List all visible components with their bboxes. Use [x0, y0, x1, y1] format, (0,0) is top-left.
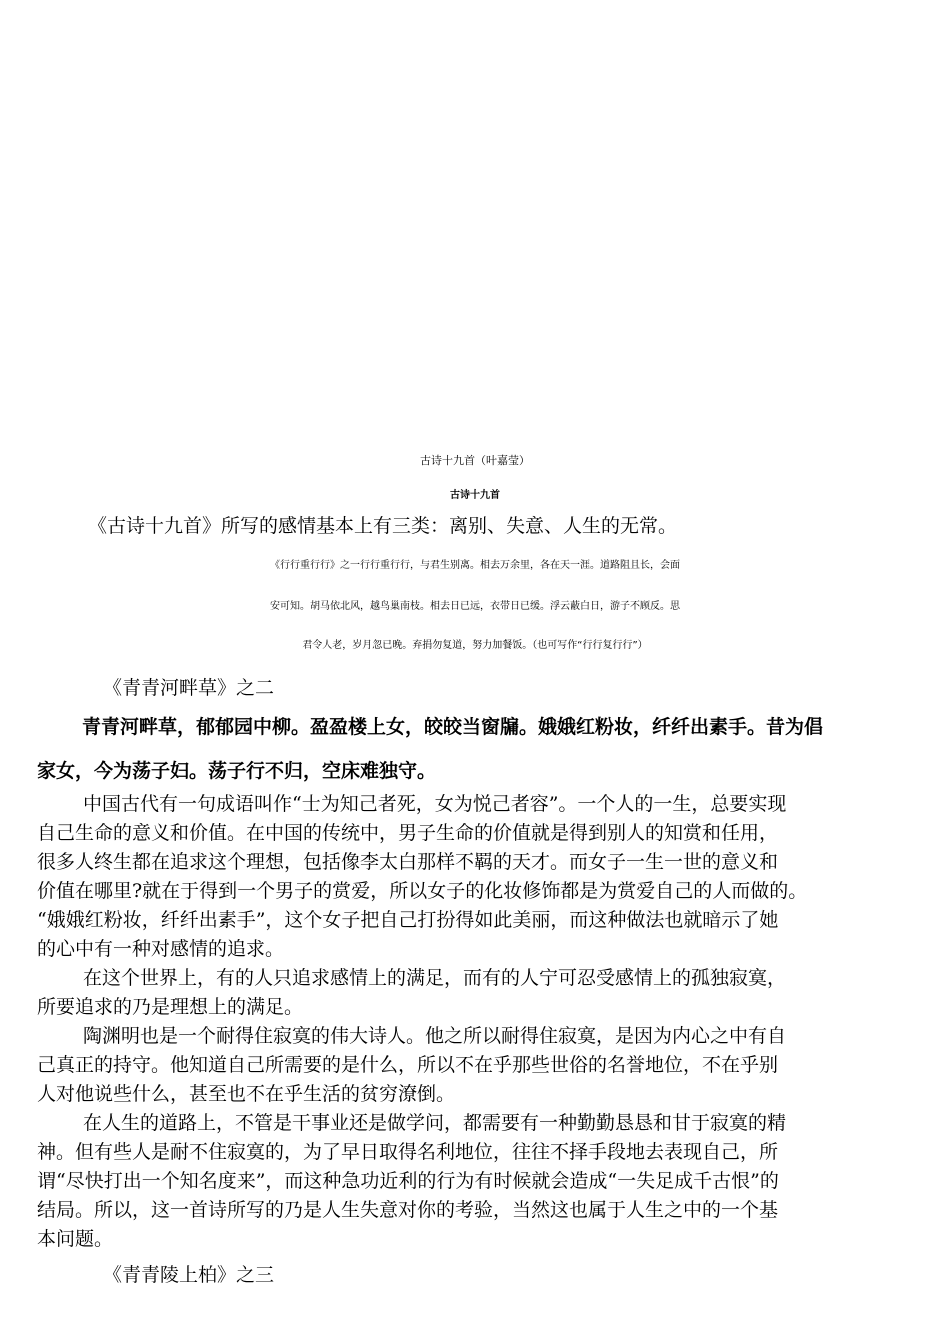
commentary-paragraph-3: [37, 1022, 786, 1109]
poem1-line-3: 君令人老，岁月忽已晚。弃捐勿复道，努力加餐饭。（也可写作“行行复行行”）: [302, 640, 648, 651]
poem2-line-2: 家女，今为荡子妇。荡子行不归，空床难独守。: [37, 760, 437, 782]
paragraph-line: 自己生命的意义和价值。在中国的传统中，男子生命的价值就是得到别人的知赏和任用，: [37, 822, 779, 844]
paragraph-line: 很多人终生都在追求这个理想，包括像李太白那样不羁的天才。而女子一生一世的意义和: [37, 851, 779, 873]
paragraph-line: 陶渊明也是一个耐得住寂寞的伟大诗人。他之所以耐得住寂寞，是因为内心之中有自: [83, 1025, 787, 1047]
section-heading: 古诗十九首: [450, 490, 500, 501]
poem1-line-1: 《行行重行行》之一行行重行行，与君生别离。相去万余里，各在天一涯。道路阻且长，会面: [270, 560, 680, 571]
poem2-title: 《青青河畔草》之二: [103, 677, 275, 699]
paragraph-line: 价值在哪里?就在于得到一个男子的赏爱，所以女子的化妆修饰都是为赏爱自己的人而做的。: [37, 880, 808, 902]
paragraph-line: “娥娥红粉妆，纤纤出素手”，这个女子把自己打扮得如此美丽，而这种做法也就暗示了她: [37, 909, 779, 931]
commentary-paragraph-1: [37, 790, 807, 964]
commentary-paragraph-2: [37, 964, 786, 1022]
paragraph-line: 人对他说些什么，甚至也不在乎生活的贫穷潦倒。: [37, 1083, 456, 1105]
paragraph-line: 结局。所以，这一首诗所写的乃是人生失意对你的考验，当然这也属于人生之中的一个基: [37, 1199, 779, 1221]
poem1-line-2: 安可知。胡马依北风，越鸟巢南枝。相去日已远，衣带日已缓。浮云蔽白日，游子不顾反。思: [270, 601, 680, 612]
poem2-line-1: 青青河畔草，郁郁园中柳。盈盈楼上女，皎皎当窗牖。娥娥红粉妆，纤纤出素手。昔为倡: [82, 716, 824, 738]
paragraph-line: 的心中有一种对感情的追求。: [37, 938, 285, 960]
paragraph-line: 在人生的道路上，不管是干事业还是做学问，都需要有一种勤勤恳恳和甘于寂寞的精: [83, 1112, 787, 1134]
paragraph-line: 己真正的持守。他知道自己所需要的是什么，所以不在乎那些世俗的名誉地位，不在乎别: [37, 1054, 779, 1076]
paragraph-line: 所要追求的乃是理想上的满足。: [37, 996, 304, 1018]
poem3-title: 《青青陵上柏》之三: [103, 1264, 275, 1286]
paragraph-line: 中国古代有一句成语叫作“士为知己者死，女为悦己者容”。一个人的一生，总要实现: [83, 793, 787, 815]
commentary-paragraph-4: [37, 1109, 786, 1254]
paragraph-line: 谓“尽快打出一个知名度来”，而这种急功近利的行为有时候就会造成“一失足成千古恨”的: [37, 1170, 779, 1192]
paragraph-line: 在这个世界上，有的人只追求感情上的满足，而有的人宁可忍受感情上的孤独寂寞，: [83, 967, 787, 989]
paragraph-line: 本问题。: [37, 1228, 114, 1250]
paragraph-line: 神。但有些人是耐不住寂寞的，为了早日取得名利地位，往往不择手段地去表现自己，所: [37, 1141, 779, 1163]
page-title: 古诗十九首（叶嘉莹）: [420, 454, 530, 467]
intro-paragraph: 《古诗十九首》所写的感情基本上有三类：离别、失意、人生的无常。: [88, 515, 678, 537]
